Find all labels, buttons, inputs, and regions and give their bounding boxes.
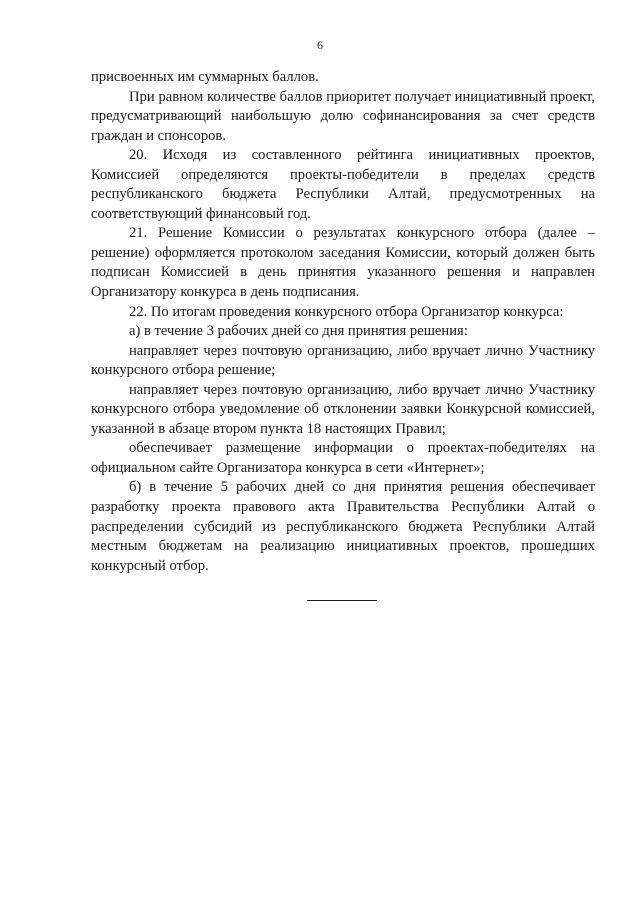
- paragraph: направляет через почтовую организацию, либо вручает лично Участнику конкурсного отбора уведомление об отклонении заявки Конкурсной комиссией, указанной в абзаце втором пункта 18 настоящих Правил;: [91, 381, 595, 437]
- paragraph: а) в течение 3 рабочих дней со дня принятия решения:: [129, 323, 468, 340]
- paragraph: 20. Исходя из составленного рейтинга инициативных проектов, Комиссией определяются проекты-победители в пределах средств республиканского бюджета Республики Алтай, предусмотренных на соответствующий финансовый год.: [91, 147, 595, 222]
- paragraph: 22. По итогам проведения конкурсного отбора Организатор конкурса:: [129, 303, 564, 320]
- body-text: [91, 68, 595, 576]
- paragraph: направляет через почтовую организацию, либо вручает лично Участнику конкурсного отбора решение;: [91, 342, 595, 379]
- paragraph: При равном количестве баллов приоритет получает инициативный проект, предусматривающий наибольшую долю софинансирования за счет средств граждан и спонсоров.: [91, 88, 595, 144]
- page-number: 6: [317, 38, 323, 52]
- paragraph: 21. Решение Комиссии о результатах конкурсного отбора (далее – решение) оформляется протоколом заседания Комиссии, который должен быть подписан Комиссией в день принятия указанного решения и направлен Организатору конкурса в день подписания.: [91, 225, 595, 301]
- end-rule: [307, 600, 377, 601]
- paragraph: обеспечивает размещение информации о проектах-победителях на официальном сайте Организатора конкурса в сети «Интернет»;: [91, 440, 595, 476]
- paragraph: присвоенных им суммарных баллов.: [91, 69, 319, 85]
- paragraph: б) в течение 5 рабочих дней со дня принятия решения обеспечивает разработку проекта правового акта Правительства Республики Алтай о распределении субсидий из республиканского бюджета Республики Алтай местным бюджетам на реализацию инициативных проектов, прошедших конкурсный отбор.: [91, 479, 595, 574]
